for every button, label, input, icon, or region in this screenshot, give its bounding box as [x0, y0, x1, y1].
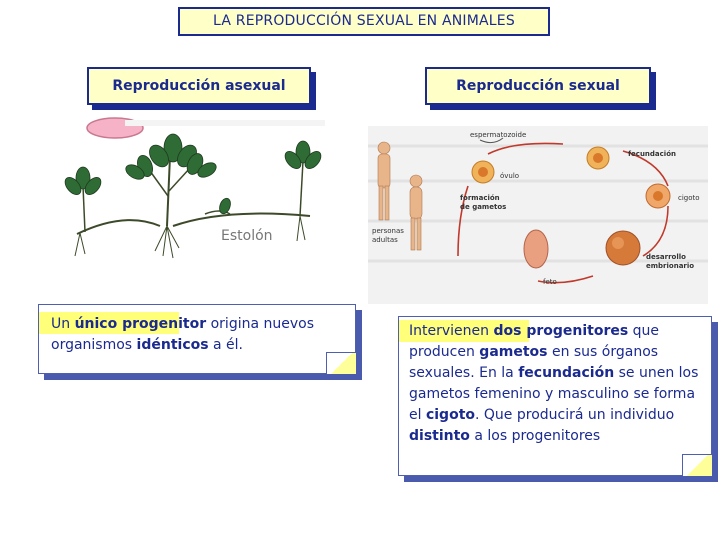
sexual-description-text	[409, 321, 705, 447]
emphasis-text: cigoto	[425, 407, 476, 423]
text-run: origina nuevos organismos	[51, 316, 314, 353]
page-curl-icon	[682, 454, 712, 476]
asexual-description-text	[51, 314, 347, 356]
page-curl-icon	[326, 352, 356, 374]
emphasis-text: único progenitor	[74, 316, 207, 332]
text-run: se unen los gametos femenino y masculino se forma el	[409, 365, 699, 423]
text-run: . Que producirá un individuo	[475, 407, 675, 423]
text-run: que producen	[409, 323, 660, 360]
ovum-label: óvulo	[500, 172, 520, 180]
sexual-reproduction-label: Reproducción sexual	[425, 67, 651, 105]
text-run: a los progenitores	[469, 428, 601, 444]
gamete-formation-label: formación	[460, 194, 500, 202]
emphasis-text: dos progenitores	[493, 323, 629, 339]
fetus-label: feto	[543, 278, 557, 286]
adults-label-2: adultas	[372, 236, 398, 244]
zygote-label: cigoto	[678, 194, 700, 202]
text-run: a él.	[208, 337, 244, 353]
stolon-label: Estolón	[221, 228, 273, 244]
spermatozoid-label: espermatozoide	[470, 131, 527, 139]
fertilization-label: fecundación	[628, 150, 676, 158]
embryonic-development-label: desarrollo	[646, 253, 686, 261]
emphasis-text: distinto	[409, 428, 470, 444]
embryonic-development-label-2: embrionario	[646, 262, 695, 270]
emphasis-text: fecundación	[518, 365, 615, 381]
asexual-description-note	[38, 304, 356, 374]
text-run: Un	[51, 316, 75, 332]
asexual-reproduction-label: Reproducción asexual	[87, 67, 311, 105]
strawberry-stolon-image	[55, 116, 330, 291]
emphasis-text: idénticos	[136, 337, 209, 353]
human-life-cycle-diagram	[368, 126, 708, 304]
adults-label: personas	[372, 227, 404, 235]
emphasis-text: gametos	[479, 344, 548, 360]
sexual-description-note	[398, 316, 712, 476]
text-run: Intervienen	[409, 323, 494, 339]
text-run: en sus órganos sexuales. En la	[409, 344, 659, 381]
gamete-formation-label-2: de gametos	[460, 203, 507, 211]
page-title: LA REPRODUCCIÓN SEXUAL EN ANIMALES	[178, 7, 550, 36]
